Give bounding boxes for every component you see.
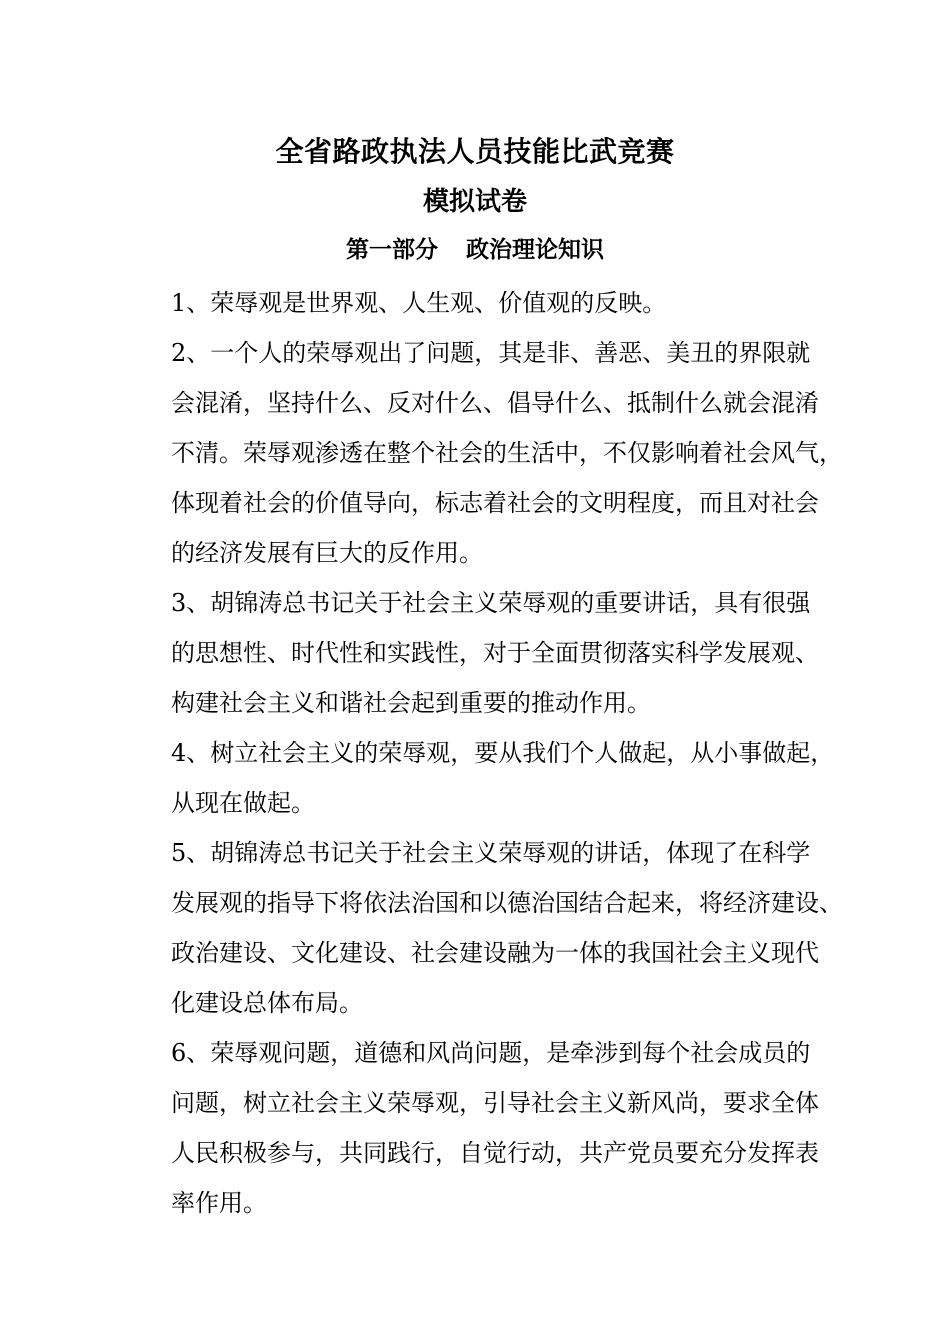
paragraph-line: 5、胡锦涛总书记关于社会主义荣辱观的讲话，体现了在科学 [171, 839, 811, 867]
paragraph-line: 率作用。 [171, 1189, 267, 1217]
paragraph-line: 问题，树立社会主义荣辱观，引导社会主义新风尚，要求全体 [171, 1089, 819, 1117]
paragraph-line: 体现着社会的价值导向，标志着社会的文明程度，而且对社会 [171, 489, 819, 517]
paragraph-line: 4、树立社会主义的荣辱观，要从我们个人做起，从小事做起， [171, 739, 835, 767]
paragraph-line: 化建设总体布局。 [171, 989, 363, 1017]
paragraph-line: 3、胡锦涛总书记关于社会主义荣辱观的重要讲话，具有很强 [171, 589, 811, 617]
paragraph-6 [137, 1028, 865, 1228]
paragraph-5 [137, 828, 865, 1028]
section-heading [0, 228, 950, 272]
paragraph-line: 构建社会主义和谐社会起到重要的推动作用。 [171, 689, 651, 717]
paragraph-line: 的思想性、时代性和实践性，对于全面贯彻落实科学发展观、 [171, 639, 819, 667]
paragraph-line: 人民积极参与，共同践行，自觉行动，共产党员要充分发挥表 [171, 1139, 819, 1167]
paragraph-4 [137, 728, 865, 828]
document-subtitle: 模拟试卷 [422, 187, 527, 217]
paragraph-line: 6、荣辱观问题，道德和风尚问题，是牵涉到每个社会成员的 [171, 1039, 811, 1067]
document-title: 全省路政执法人员技能比武竞赛 [275, 135, 675, 168]
section-label: 第一部分 [346, 237, 438, 263]
paragraph-1 [137, 278, 865, 328]
paragraph-line: 的经济发展有巨大的反作用。 [171, 539, 483, 567]
paragraph-line: 2、一个人的荣辱观出了问题，其是非、善恶、美丑的界限就 [171, 339, 811, 367]
paragraph-line: 不清。荣辱观渗透在整个社会的生活中，不仅影响着社会风气， [171, 439, 843, 467]
section-name: 政治理论知识 [466, 237, 604, 263]
paragraph-line: 政治建设、文化建设、社会建设融为一体的我国社会主义现代 [171, 939, 819, 967]
paragraph-line: 会混淆，坚持什么、反对什么、倡导什么、抵制什么就会混淆 [171, 389, 819, 417]
paragraph-line: 发展观的指导下将依法治国和以德治国结合起来，将经济建设、 [171, 889, 843, 917]
paragraph-3 [137, 578, 865, 728]
paragraph-line: 从现在做起。 [171, 789, 315, 817]
paragraph-line: 1、荣辱观是世界观、人生观、价值观的反映。 [171, 289, 667, 317]
paragraph-2 [137, 328, 865, 578]
document-body [137, 278, 865, 1228]
